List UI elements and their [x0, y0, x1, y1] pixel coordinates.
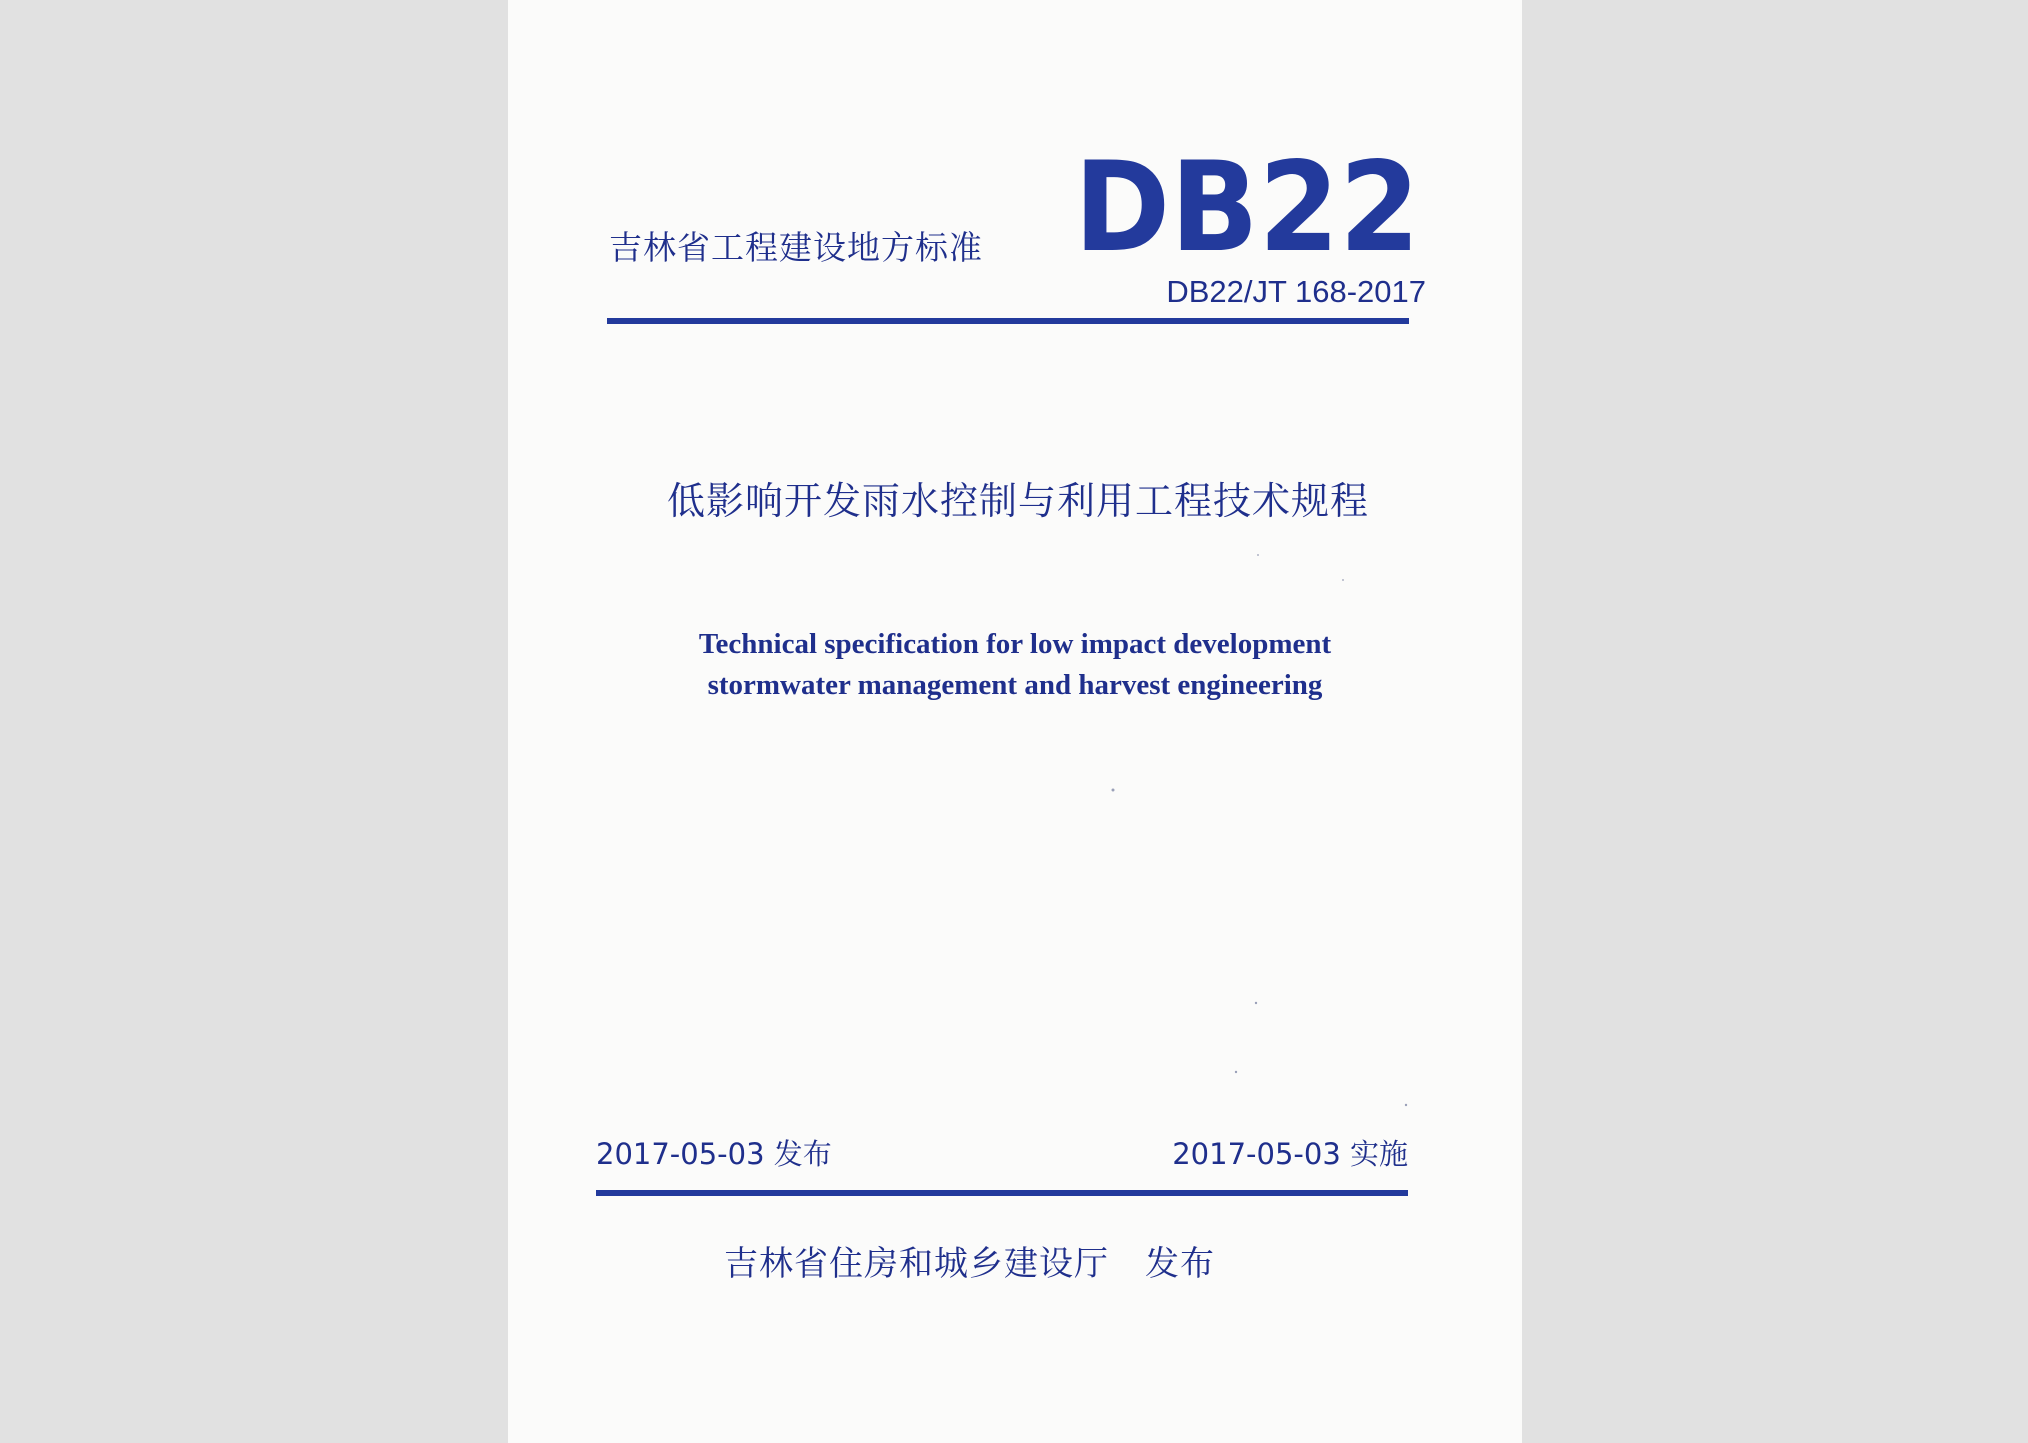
title-english-line2: stormwater management and harvest engineering	[707, 669, 1323, 701]
cover-page	[508, 0, 1522, 1443]
db22-logo	[1074, 150, 1420, 258]
svg-text:DB22: DB22	[1074, 150, 1420, 258]
title-chinese: 低影响开发雨水控制与利用工程技术规程	[666, 479, 1369, 523]
standard-code: DB22/JT 168-2017	[1166, 274, 1426, 309]
top-divider	[607, 318, 1409, 324]
issue-date: 2017-05-03 发布	[596, 1137, 832, 1171]
publisher-name: 吉林省住房和城乡建设厅	[724, 1244, 1109, 1284]
publisher-line	[724, 1236, 1215, 1285]
standard-category: 吉林省工程建设地方标准	[609, 228, 983, 267]
title-english-line1: Technical specification for low impact development	[698, 628, 1332, 660]
publisher-action: 发布	[1145, 1244, 1215, 1284]
bottom-divider	[596, 1190, 1408, 1196]
implement-date: 2017-05-03 实施	[1172, 1137, 1408, 1171]
